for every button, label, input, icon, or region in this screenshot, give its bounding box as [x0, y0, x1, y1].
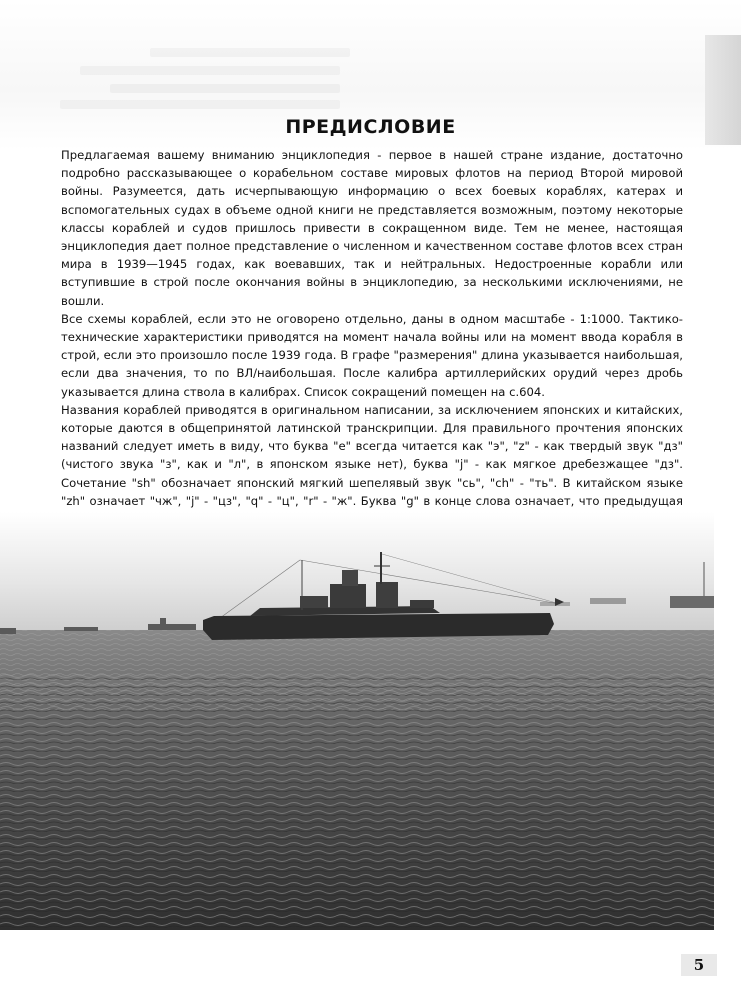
battleship-photo: [0, 512, 714, 930]
ghost-text-line: [150, 48, 350, 57]
paragraph-1: Предлагаемая вашему вниманию энциклопедия - первое в нашей стране издание, достаточно подробно рассказывающее о корабельном составе мировых флотов на период Второй мировой войны. Разумеется, дать исчерпывающую информацию о всех боевых кораблях, катерах и вспомогательных судах в объеме одной книги не представляется возможным, поэтому некоторые классы кораблей и судов пришлось привести в сокращенном виде. Тем не менее, настоящая энциклопедия дает полное представление о численном и качественном составе флотов всех стран мира в 1939—1945 годах, как воевавших, так и нейтральных. Недостроенные корабли или вступившие в строй после окончания войны в энциклопедию, за несколькими исключениями, не вошли.: [61, 148, 683, 308]
ghost-text-line: [110, 84, 340, 93]
page-title: ПРЕДИСЛОВИЕ: [285, 116, 456, 138]
ghost-text-line: [80, 66, 340, 75]
sea-ripples-near: [0, 672, 714, 930]
preface-body: [61, 146, 683, 546]
ghost-text-line: [60, 100, 340, 109]
paragraph-3: Названия кораблей приводятся в оригинальном написании, за исключением японских и китайских, которые даются в общепринятой латинской транскрипции. Для правильного прочтения японских названий следует иметь в виду, что буква "е" всегда читается как "э", "z" - как твердый звук "дз" (чистого звука "з", как и "л", в японском языке нет), буква "j" - как мягкое дребезжащее "дз". Сочетание "sh" обозначает японский мягкий шепелявый звук "сь", "ch" - "ть". В китайском языке "zh" означает "чж", "j" - "цз", "q" - "ц", "r" - "ж". Буква "g" в конце слова означает, что предыдущая: [61, 402, 683, 508]
paragraph-2: Все схемы кораблей, если это не оговорено отдельно, даны в одном масштабе - 1:1000. Тактико-технические характеристики приводятся на момент начала войны или на момент ввода корабля в строй, если это произошло после 1939 года. В графе "размерения" длина указывается наибольшая, если два значения, то по ВЛ/наибольшая. После калибра артиллерийских орудий через дробь указывается длина ствола в калибрах. Список сокращений помещен на с.604.: [61, 311, 683, 399]
photo-margin: [714, 512, 741, 930]
page-number: 5: [681, 954, 717, 976]
